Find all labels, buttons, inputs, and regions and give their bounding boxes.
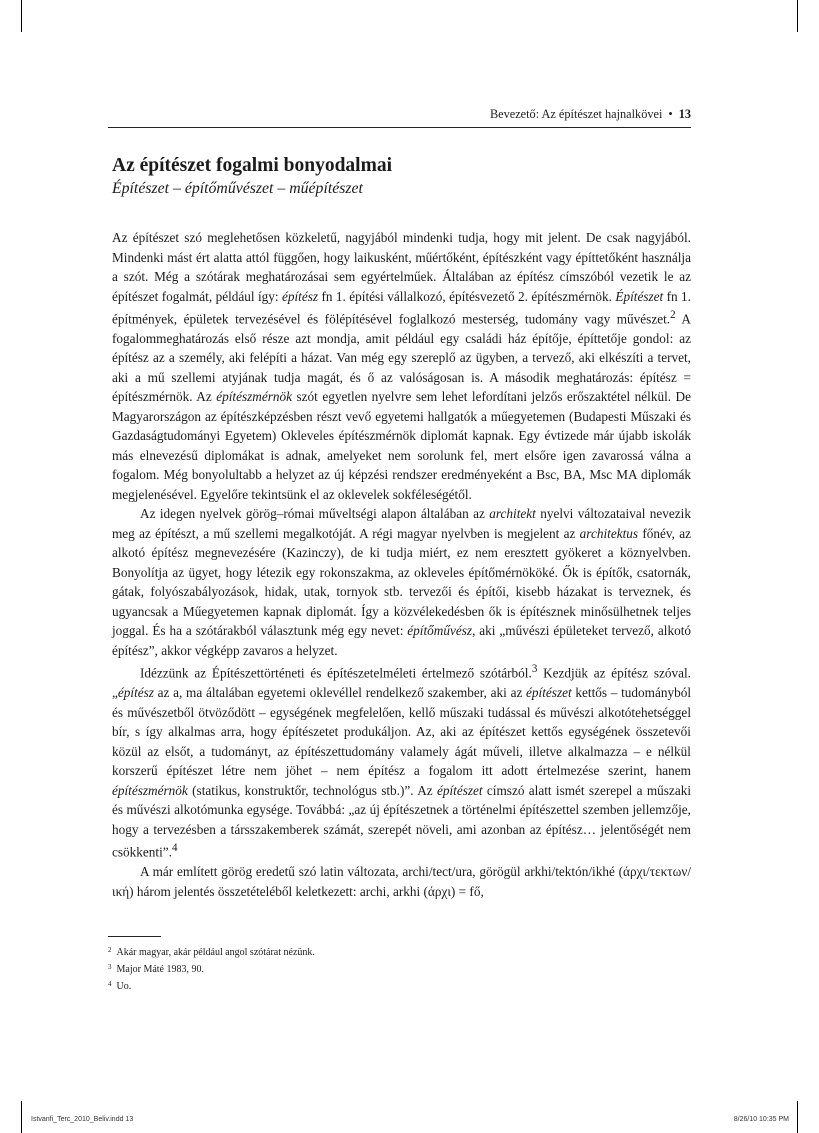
text-run: címszó alatt ismét szerepel a műszaki és művészi alkotómunka egysége. Továbbá: „az új építészetnek a történelmi építészettel szemben jellemzője, hogy a tervezésben a társszakemberek számát, szerepét növeli, ami azonban az építész… jelentőségét nem csökkenti”. <box>112 782 692 860</box>
text-run: az a, ma általában egyetemi oklevéllel rendelkező szakember, aki az <box>153 685 527 701</box>
footnote-text: Uo. <box>116 981 132 993</box>
italic-term: architekt <box>489 506 536 522</box>
crop-mark <box>21 0 22 32</box>
body-text <box>112 228 691 901</box>
italic-term: Építészet <box>615 288 664 304</box>
running-head-separator: • <box>668 107 673 121</box>
footnotes <box>108 943 691 995</box>
running-head-title: Bevezető: Az építészet hajnalkövei <box>489 107 663 121</box>
crop-mark <box>797 1101 798 1133</box>
footnote-ref: 4 <box>171 842 178 855</box>
header-rule <box>108 127 691 128</box>
footnote-number: 4 <box>108 980 112 989</box>
running-head <box>108 105 691 123</box>
paragraph-2 <box>112 504 691 660</box>
text-run: Idézzünk az Építészettörténeti és építészetelméleti értelmező szótárból. <box>140 665 532 681</box>
text-run: Kezdjük az építész szóval. „ <box>112 665 691 701</box>
text-run: , aki „művészi épületeket tervező, alkotó építész”, akkor végképp zavaros a helyzet. <box>112 623 691 658</box>
italic-term: építészmérnök <box>112 782 188 798</box>
italic-term: építészet <box>526 685 572 701</box>
text-run: főnév, az alkotó építész megnevezésére (Kazinczy), de ki tudja miért, ez nem eresztett gyökeret a köznyelvben. Bonyolítja az ügyet, hogy létezik egy rokonszakma, az okleveles építőmérnököké. Ők is építők, csatornák, gátak, folyószabályozások, hidak, utak, tornyok stb. tervezői és építői, kisebb házakat is terveznek, és ugyancsak a Műegyetemen kapnak diplomát. Így a közvélekedésben ők is építésznek minősülhetnek teljes joggal. És ha a szótárakból választunk még egy nevet: <box>112 525 691 639</box>
text-run: szót egyetlen nyelvre sem lehet lefordítani jelzős erőszaktétel nélkül. De Magyarországon az építészképzésben részt vevő egyetemi hallgatók a műegyetemen (Budapesti Műszaki és Gazdaságtudományi Egyetem) Okleveles építészmérnök diplomát kapnak. Egy évtizede már újabb iskolák más elnevezésű diplomákat is adnak, amelyeket nem sorolunk fel, mert elsőre igen zavarossá válna a fogalom. Még bonyolultabb a helyzet az új képzési rendszer eredményeként a Bsc, BA, Msc MA diplomák megjelenésével. Egyelőre tekintsünk el az oklevelek sokféleségétől. <box>112 389 691 502</box>
footnote-number: 3 <box>108 963 112 972</box>
text-run: A fogalommeghatározás első része azt mondja, amit például egy családi ház építője, építtetője gondol: az építész az a személy, aki felépíti a házat. Van még egy szereplő az ügyben, a tervező, aki elkészíti a tervet, aki a mű szellemi atyjának tudja magát, és ő az valóságosan is. A második meghatározás: építész = építészmérnök. Az <box>112 311 691 405</box>
footnote-text: Major Máté 1983, 90. <box>116 964 204 976</box>
paragraph-4: A már említett görög eredetű szó latin változata, archi/tect/ura, görögül arkhi/tektón/ikhé (άρχι/τεκτων/ική) három jelentés összetételéből keletkezett: archi, arkhi (άρχι) = fő, <box>112 864 691 899</box>
footnote-rule <box>108 936 161 937</box>
crop-mark <box>21 1101 22 1133</box>
footnote-text: Akár magyar, akár például angol szótárat nézünk. <box>116 947 315 958</box>
italic-term: építész <box>117 685 154 701</box>
italic-term: építőművész <box>407 623 473 639</box>
section-title: Az építészet fogalmi bonyodalmai <box>112 155 393 176</box>
footnote <box>108 977 691 994</box>
section-subtitle: Építészet – építőművészet – műépítészet <box>112 180 363 197</box>
footnote-ref: 3 <box>531 663 538 676</box>
text-run: Az építészet szó meglehetősen közkeletű, nagyjából mindenki tudja, hogy mit jelent. De csak nagyjából. Mindenki mást ért alatta attól függően, hogy laikusként, műértőként, építészként vagy építtetőként használja a szót. Még a szótárak meghatározásai sem egyértelműek. Általában az építész címszóból vezetik le az építészet fogalmát, például így: <box>112 230 691 304</box>
footnote <box>108 943 691 960</box>
paragraph-1 <box>112 228 691 504</box>
slug-datetime: 8/26/10 10:35 PM <box>733 1116 789 1123</box>
text-run: nyelvi változataival nevezik meg az építészt, a mű szellemi megalkotóját. A régi magyar nyelvben is megjelent az <box>112 506 691 541</box>
italic-term: architektus <box>579 525 639 541</box>
italic-term: építészet <box>436 782 483 798</box>
text-run: kettős – tudományból és művészetből ötvöződött – egységének megfelelően, kellő műszaki tudással és művészi alkotótehetséggel bír, s így alkalmas arra, hogy építészetet produkáljon. Az, aki az építészet kettős egységének összetevői közül az elsőt, a tudományt, az építészettudomány valamely ágát műveli, illetve alkalmazza – e nélkül korszerű építészet létre nem jöhet – nem építész a fogalom itt adott értelmezése szerint, hanem <box>112 685 692 779</box>
text-run: fn 1. építmények, épületek tervezésével és fölépítésével foglalkozó mesterség, tudomány vagy művészet. <box>112 288 691 327</box>
footnote-ref: 2 <box>670 309 676 321</box>
footnote <box>108 960 691 977</box>
footnote-number: 2 <box>108 946 112 954</box>
italic-term: építészmérnök <box>216 389 293 405</box>
paragraph-3 <box>112 660 691 862</box>
text-run: fn 1. építési vállalkozó, építésvezető 2. építészmérnök. <box>318 288 616 304</box>
slug-filename: Istvanfi_Terc_2010_Beliv.indd 13 <box>31 1116 134 1123</box>
text-run: Az idegen nyelvek görög–római műveltségi alapon általában az <box>140 506 490 522</box>
page-number: 13 <box>678 107 691 121</box>
crop-mark <box>797 0 798 32</box>
text-run: (statikus, konstruktőr, technológus stb.)”. Az <box>187 782 437 798</box>
italic-term: építész <box>282 288 319 304</box>
